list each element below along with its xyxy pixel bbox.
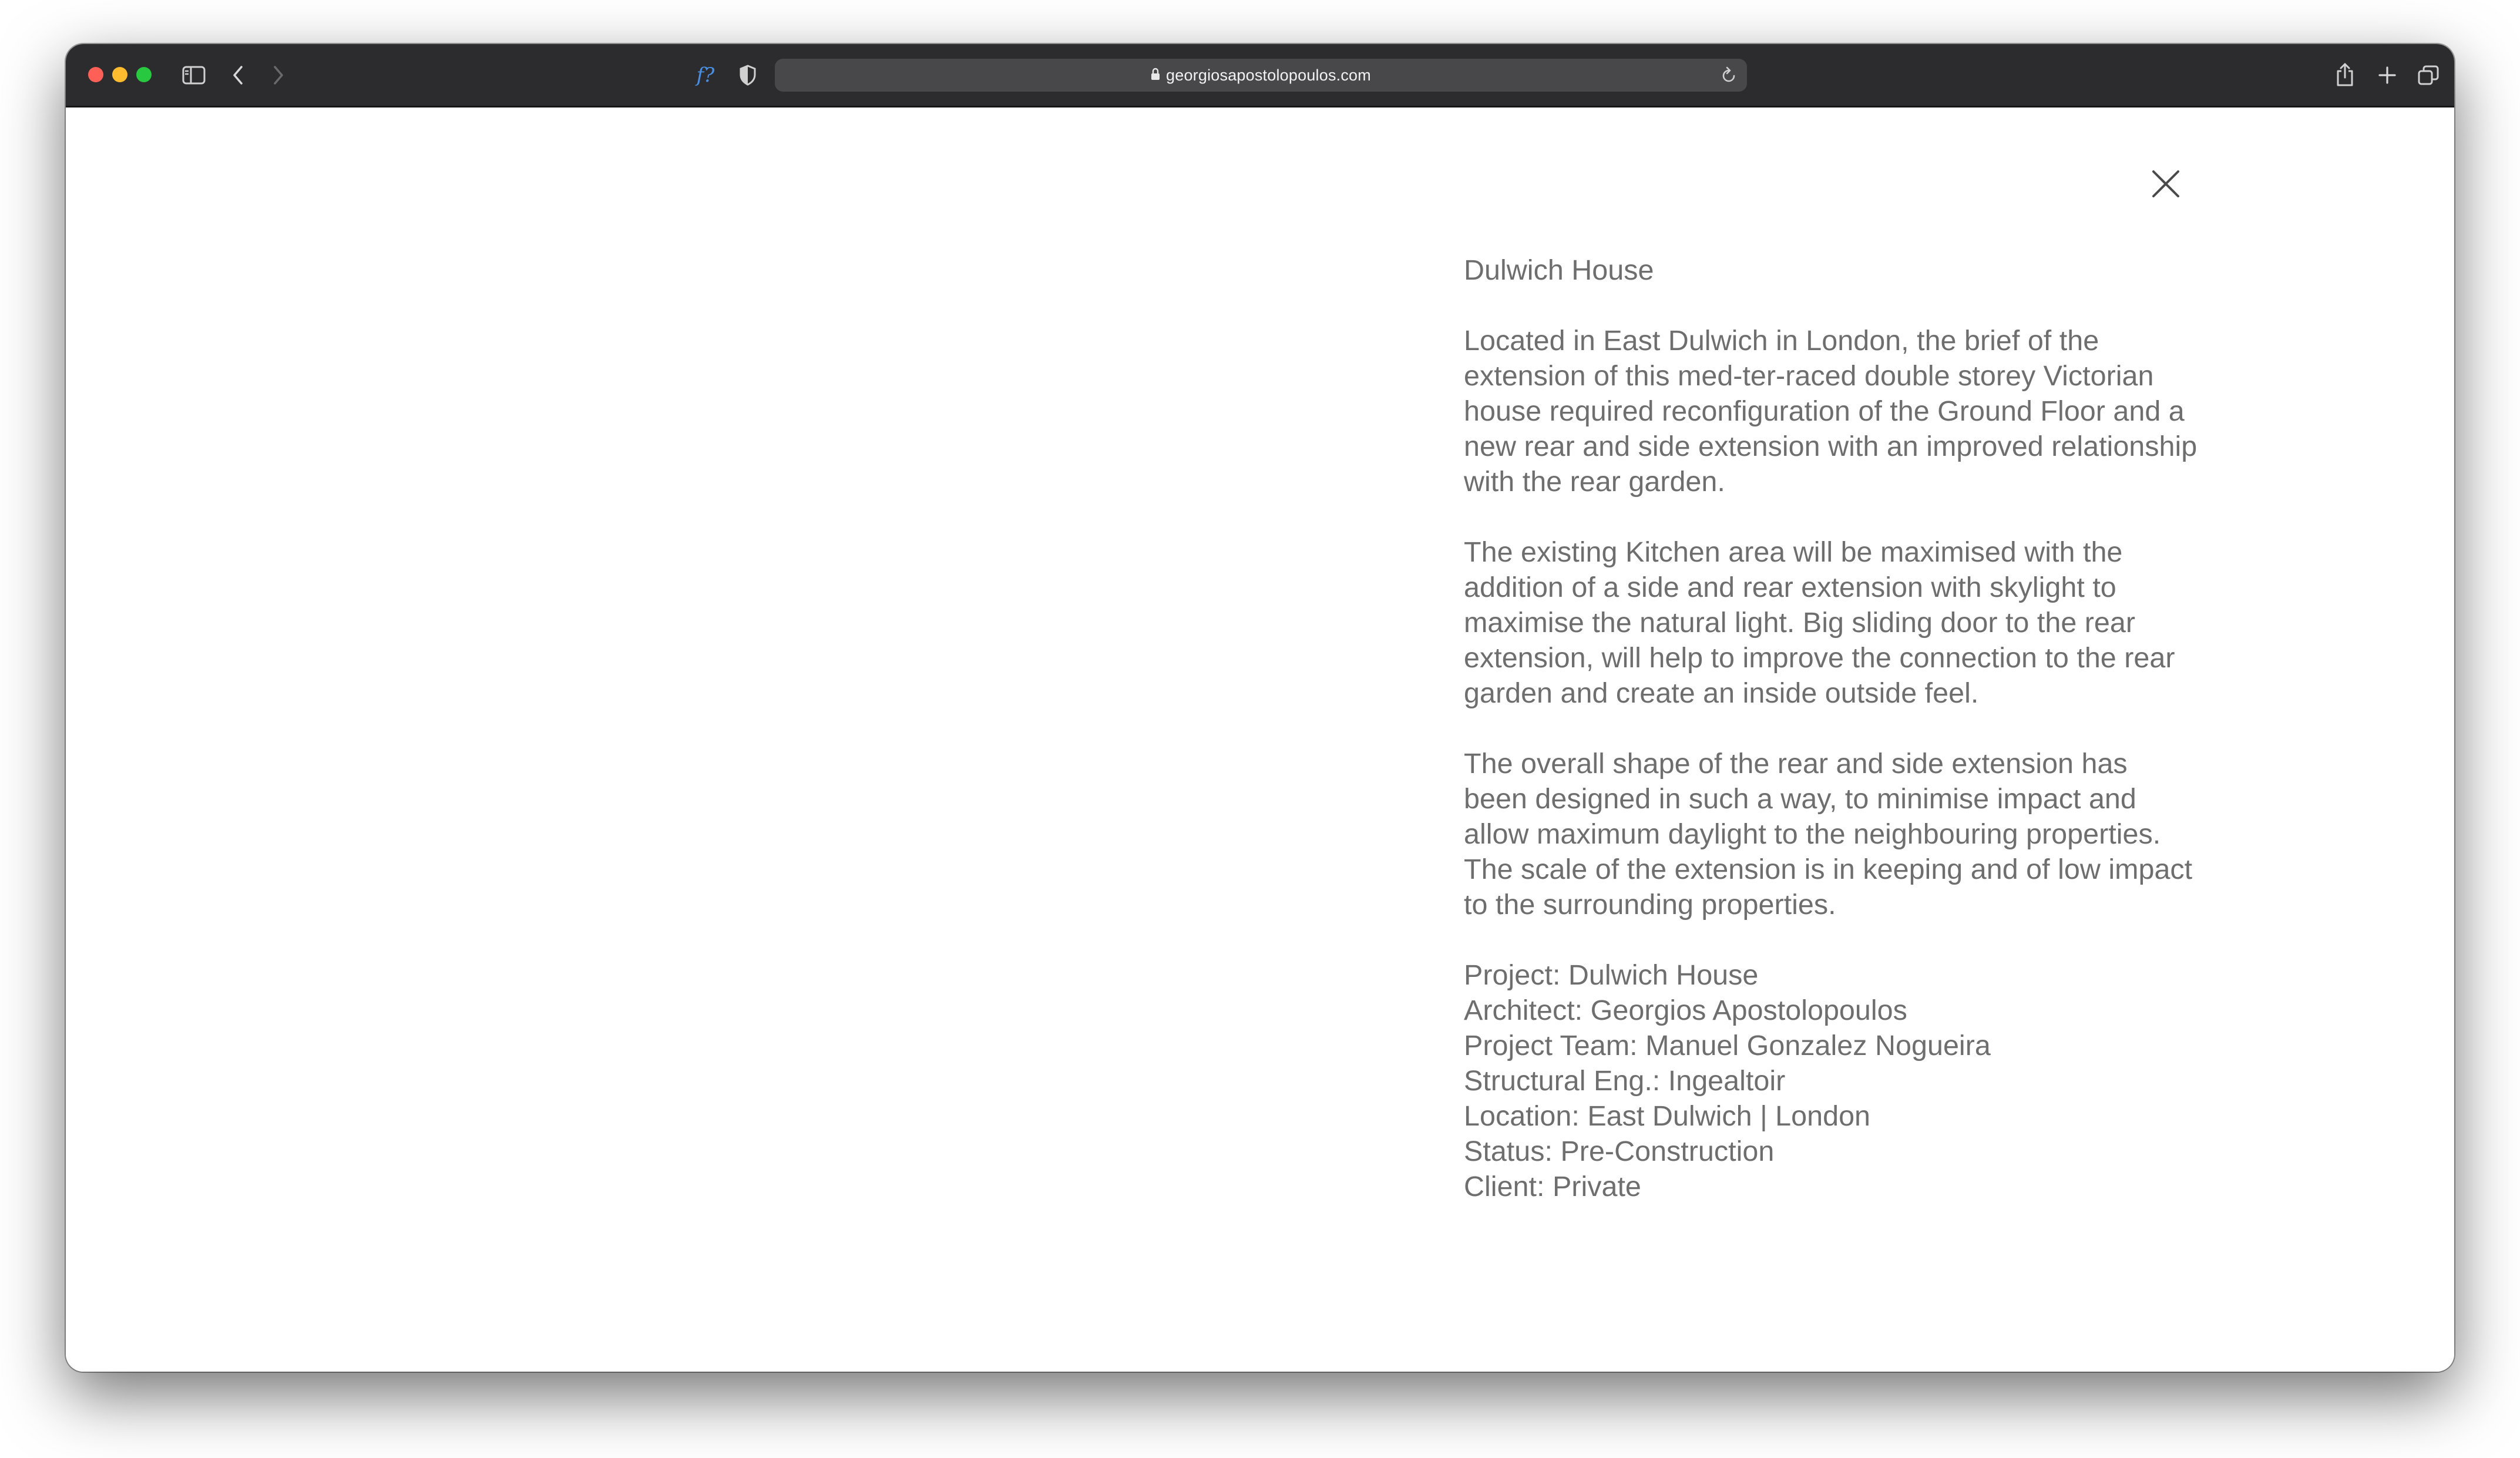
page-content xyxy=(66,107,2454,1372)
shield-icon[interactable] xyxy=(737,63,758,88)
project-details xyxy=(1464,958,2198,1204)
chevron-left-icon[interactable] xyxy=(229,63,247,88)
plus-icon[interactable] xyxy=(2375,63,2399,88)
detail-status: Status: Pre-Construction xyxy=(1464,1136,1775,1167)
description-paragraph-2: The existing Kitchen area will be maximised with the addition of a side and rear extension with skylight to maximise the natural light. Big sliding door to the rear extension, will help to improve the connection to the rear garden and create an inside outside feel. xyxy=(1464,536,2175,709)
window-close-button[interactable] xyxy=(88,67,103,82)
window-zoom-button[interactable] xyxy=(136,67,152,82)
chevron-right-icon[interactable] xyxy=(270,63,287,88)
detail-project-team: Project Team: Manuel Gonzalez Nogueira xyxy=(1464,1030,1991,1061)
project-title: Dulwich House xyxy=(1464,254,1654,286)
url-text: georgiosapostolopoulos.com xyxy=(1166,66,1371,84)
reload-icon[interactable] xyxy=(1720,66,1738,88)
sidebar-icon[interactable] xyxy=(181,63,207,88)
close-icon[interactable] xyxy=(2145,163,2186,204)
project-description xyxy=(1464,253,2198,1204)
detail-structural-engineer: Structural Eng.: Ingealtoir xyxy=(1464,1065,1786,1097)
lock-icon xyxy=(1151,68,1160,83)
window-minimize-button[interactable] xyxy=(112,67,127,82)
extension-icon[interactable]: f? xyxy=(696,63,715,87)
browser-toolbar xyxy=(66,44,2454,107)
description-paragraph-1: Located in East Dulwich in London, the brief of the extension of this med-ter-raced double storey Victorian house required reconfiguration of the Ground Floor and a new rear and side extension with an improved relationship with the rear garden. xyxy=(1464,325,2198,498)
tabs-overview-icon[interactable] xyxy=(2415,63,2441,88)
description-paragraph-3: The overall shape of the rear and side extension has been designed in such a way, to minimise impact and allow maximum daylight to the neighbouring properties. The scale of the extension is in keeping and of low impact to the surrounding properties. xyxy=(1464,748,2193,921)
detail-architect: Architect: Georgios Apostolopoulos xyxy=(1464,995,1907,1026)
detail-location: Location: East Dulwich | London xyxy=(1464,1100,1871,1132)
browser-window xyxy=(66,44,2454,1372)
address-bar[interactable] xyxy=(775,59,1747,92)
detail-project: Project: Dulwich House xyxy=(1464,959,1759,991)
share-icon[interactable] xyxy=(2333,61,2357,89)
detail-client: Client: Private xyxy=(1464,1171,1641,1202)
